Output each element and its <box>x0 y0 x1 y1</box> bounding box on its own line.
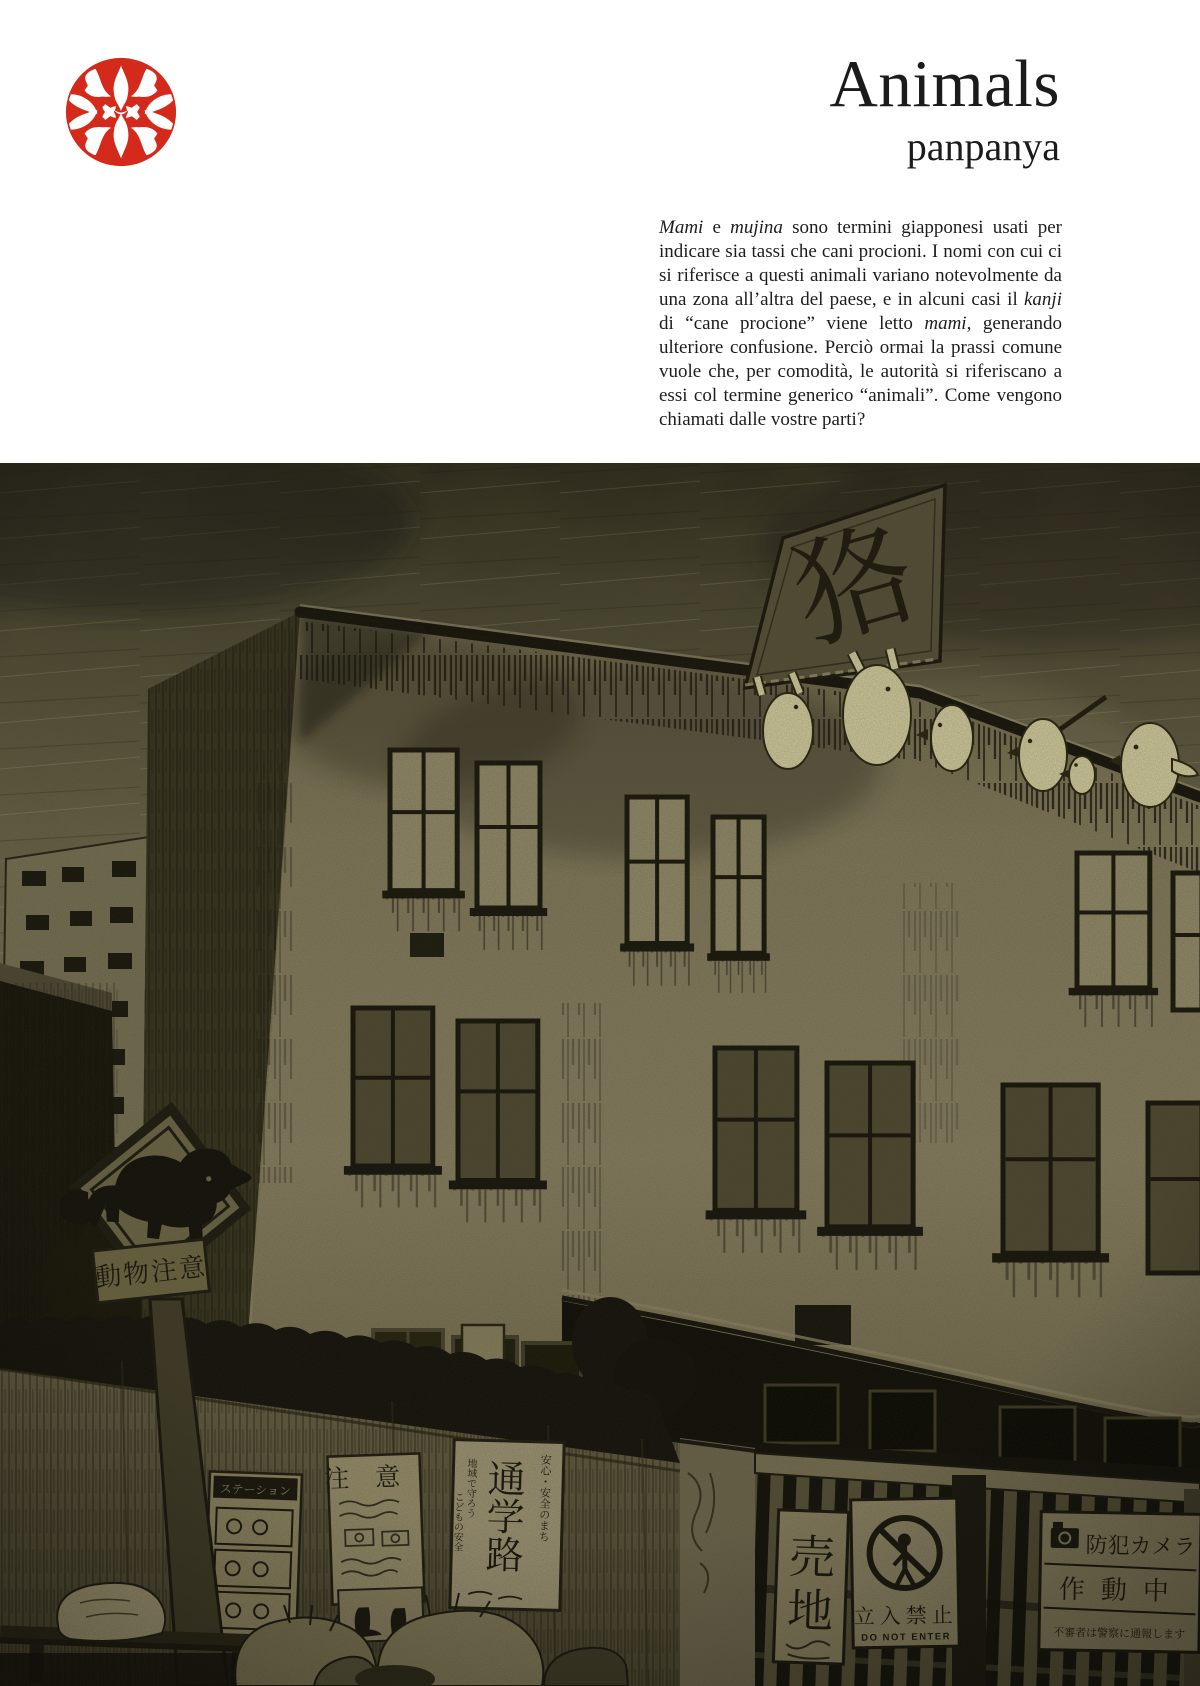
publisher-logo <box>62 54 180 170</box>
book-title: Animals <box>829 47 1060 121</box>
book-author: panpanya <box>906 123 1060 169</box>
intro-paragraph: Mami e mujina sono termini giapponesi usati per indicare sia tassi che cani procioni. I nomi con cui ci si riferisce a questi animali variano notevolmente da una zona all’altra del paese, e in alcuni casi il kanji di “cane procione” viene letto mami, generando ulteriore confusione. Perciò ormai la prassi comune vuole che, per comodità, le autorità si riferiscano a essi col termine generico “animali”. Come vengono chiamati dalle vostre parti? <box>659 217 1063 430</box>
cover-illustration <box>0 463 1200 1686</box>
header <box>829 47 1060 169</box>
texture-overlays <box>0 463 1200 1686</box>
